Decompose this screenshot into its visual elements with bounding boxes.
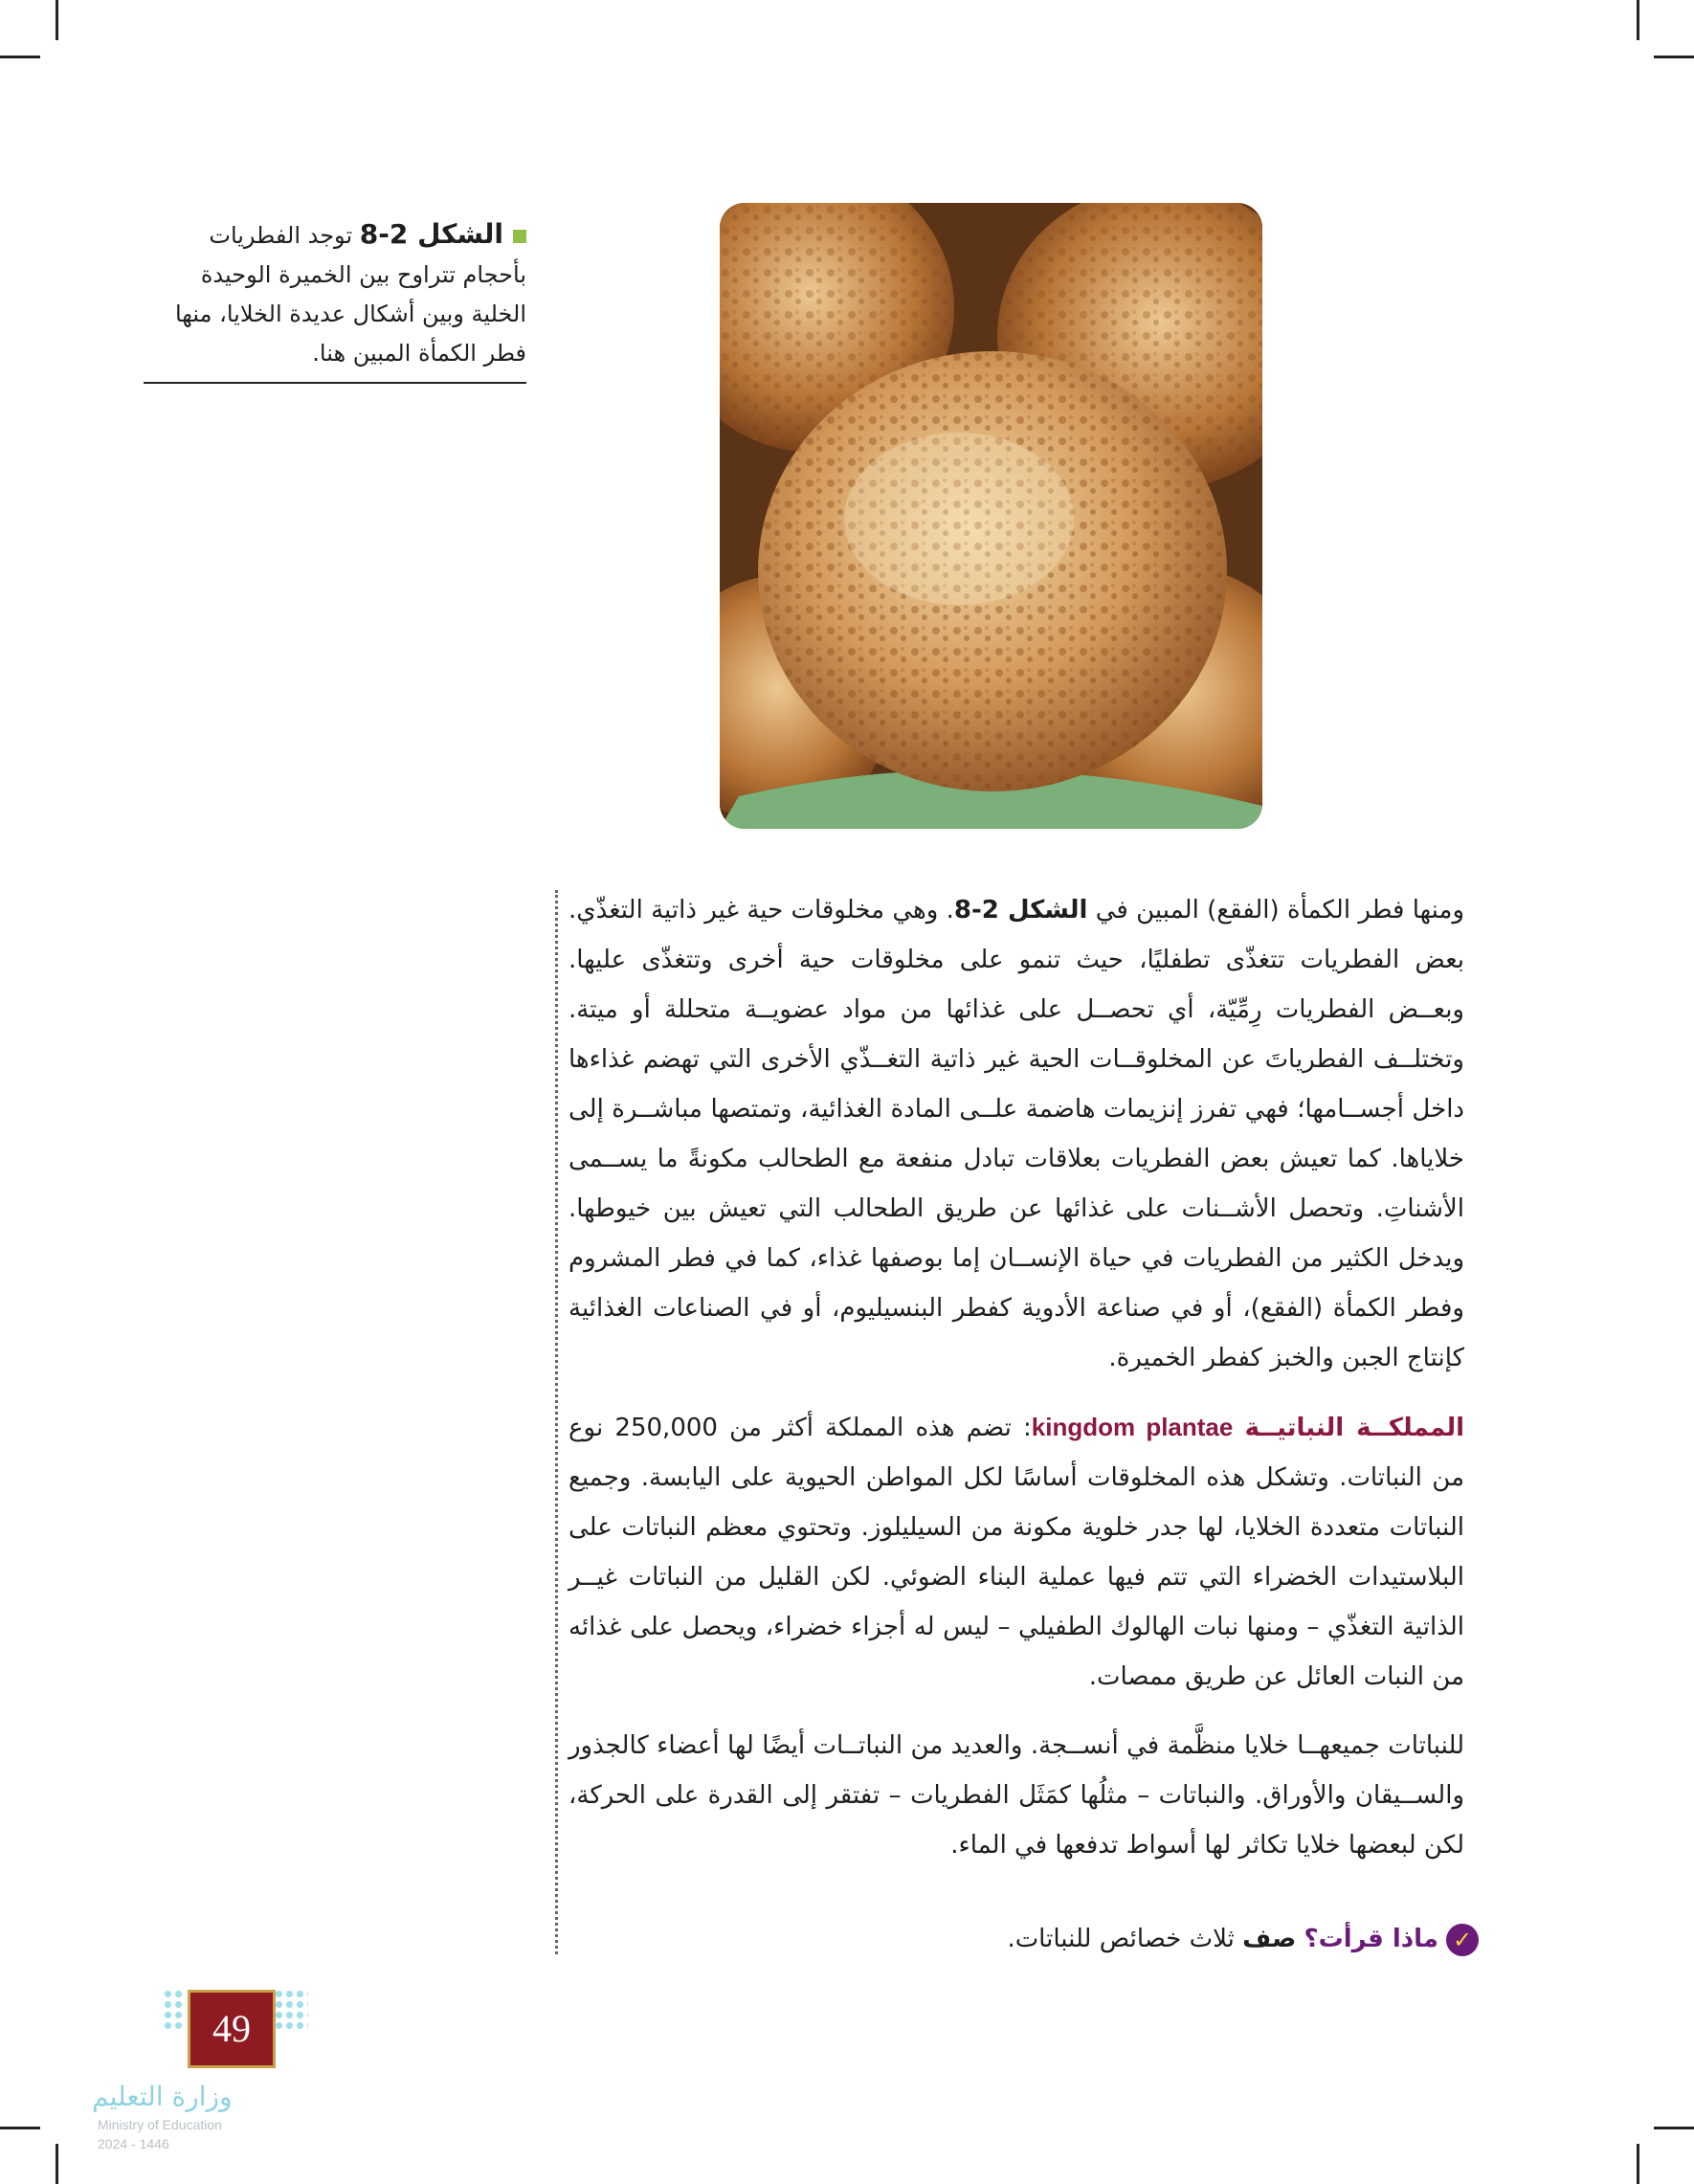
ministry-logo-arabic: وزارة التعليم [92, 2081, 233, 2112]
figure-reference: الشكل 2-8 [953, 896, 1088, 925]
crop-mark [0, 2127, 40, 2129]
paragraph-text: : تضم هذه المملكة أكثر من 250,000 نوع من النباتات. وتشكل هذه المخلوقات أساسًا لكل المواطن الحيوية على اليابسة. وجميع النباتات متعددة الخلايا، لها جدر خلوية مكونة من السيليلوز. وتحتوي معظم النباتات على البلاستيدات الخضراء التي تتم فيها عملية البناء الضوئي. لكن القليل من النباتات غيــر الذاتية التغذّي – ومنها نبات الهالوك الطفيلي – ليس له أجزاء خضراء، ويحصل على غذائه من النبات العائل عن طريق ممصات. [568, 1414, 1464, 1691]
caption-marker-icon [513, 230, 526, 243]
figure-caption-text: توجد الفطريات بأحجام تتراوح بين الخميرة الوحيدة الخلية وبين أشكال عديدة الخلايا، منها فطر الكمأة المبين هنا. [174, 222, 526, 367]
logo-dots [163, 1989, 186, 2031]
body-text [568, 885, 1464, 1889]
ministry-logo-english: Ministry of Education [98, 2117, 222, 2132]
paragraph-tissues: للنباتات جميعهــا خلايا منظَّمة في أنســجة. والعديد من النباتــات أيضًا لها أعضاء كالجذور والســيقان والأوراق. والنباتات – مثلُها كمَثَل الفطريات – تفتقر إلى القدرة على الحركة، لكن لبعضها خلايا تكاثر لها أسواط تدفعها في الماء. [568, 1731, 1464, 1860]
dotted-rule [555, 890, 558, 1954]
keyword-english: kingdom plantae [1031, 1413, 1234, 1441]
crop-mark [1637, 0, 1639, 40]
figure-number: الشكل 2-8 [359, 218, 503, 250]
caption-rule [144, 382, 526, 384]
paragraph-text: ومنها فطر الكمأة (الفقع) المبين في [1087, 896, 1464, 925]
checkmark-icon: ✓ [1446, 1924, 1479, 1956]
logo-dots [274, 1989, 308, 2031]
crop-mark [56, 0, 58, 40]
crop-mark [1637, 2144, 1639, 2184]
figure-caption [144, 214, 526, 373]
question-text: ثلاث خصائص للنباتات. [1007, 1925, 1235, 1953]
truffle-photo [720, 203, 1262, 829]
keyword-arabic: المملكــة النباتيــة [1244, 1414, 1464, 1442]
crop-mark [56, 2144, 58, 2184]
page-number: 49 [188, 1990, 276, 2068]
reading-check [1007, 1914, 1479, 1964]
crop-mark [0, 56, 40, 58]
paragraph-text: . وهي مخلوقات حية غير ذاتية التغذّي. بعض الفطريات تتغذّى تطفليًا، حيث تنمو على مخلوقات حية أخرى وتتغذّى عليها. وبعــض الفطريات رِمِّيّة، أي تحصــل على غذائها من مواد عضويــة متحللة أو ميتة. وتختلــف الفطرياتَ عن المخلوقــات الحية غير ذاتية التغــذّي الأخرى التي تهضم غذاءها داخل أجســامها؛ فهي تفرز إنزيمات هاضمة علــى المادة الغذائية، وتمتصها مباشــرة إلى خلاياها. كما تعيش بعض الفطريات بعلاقات تبادل منفعة مع الطحالب مكونةً ما يســمى الأشناتِ. وتحصل الأشــنات على غذائها عن طريق الطحالب التي تعيش بين خيوطها. ويدخل الكثير من الفطريات في حياة الإنســان إما بوصفها غذاء، كما في فطر المشروم وفطر الكمأة (الفقع)، أو في صناعة الأدوية كفطر البنسيليوم، أو في الصناعات الغذائية كإنتاج الجبن والخبز كفطر الخميرة. [568, 896, 1464, 1372]
reading-check-label: ماذا قرأت؟ [1304, 1925, 1438, 1953]
paragraph-plantae [568, 1402, 1464, 1702]
paragraph-fungi [568, 885, 1464, 1383]
crop-mark [1654, 56, 1694, 58]
ministry-year: 2024 - 1446 [98, 2136, 169, 2151]
question-action: صف [1242, 1925, 1297, 1953]
crop-mark [1654, 2127, 1694, 2129]
